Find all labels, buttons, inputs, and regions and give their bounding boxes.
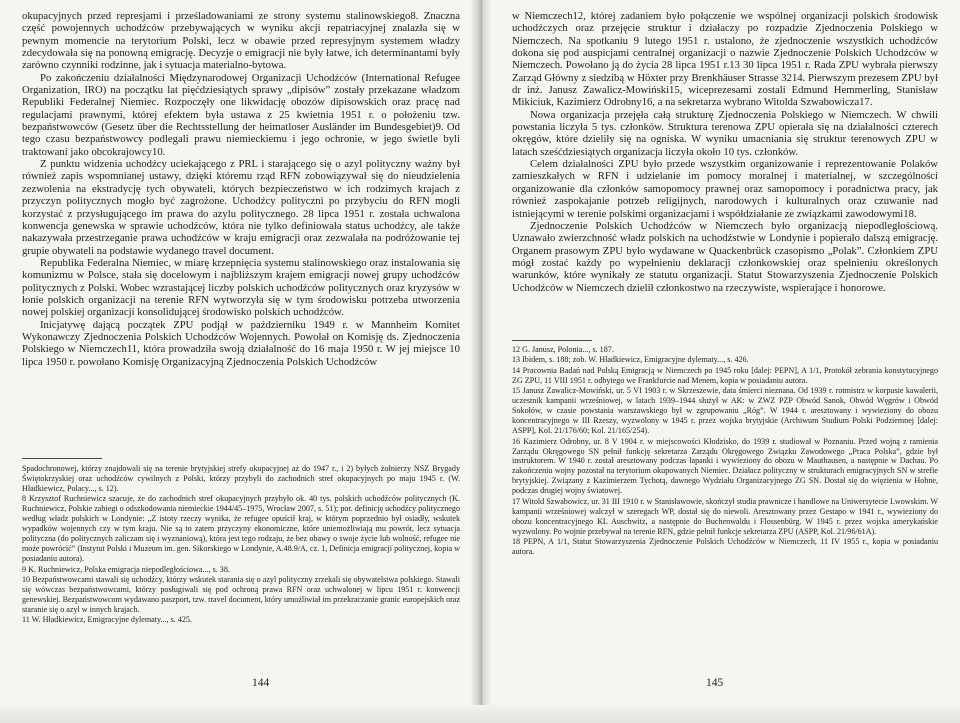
- left-page-number: 144: [252, 677, 270, 689]
- left-paragraph-2: Po zakończeniu działalności Międzynarodowej Organizacji Uchodźców (International Refugee Organization, IRO) na początku lat pięćdziesiątych sprawy „dipisów” zostały przekazane władzom Republiki Federalnej Niemiec. Rozpoczęły one likwidację obozów dipisowskich oraz pracę nad regulacjami prawnymi, której efektem była ustawa z 25 kwietnia 1951 r. o położeniu tzw. bezpaństwowców (Gesetz über die Rechtsstellung der heimatloser Ausländer im Bundesgebiet)9. Od tego czasu bezpaństwowcy podlegali prawu niemieckiemu i jego ochronie, w jego świetle byli traktowani jako obcokrajowcy10.: [22, 71, 460, 158]
- left-paragraph-4: Republika Federalna Niemiec, w miarę krzepnięcia systemu stalinowskiego oraz instalowania się komunizmu w Polsce, stała się docelowym i najbliższym krajem emigracji nowej grupy uchodźców politycznych z Polski. Wobec wzrastającej liczby polskich uchodźców politycznych oraz kryzysów w łonie polskich organizacji na terenie RFN wytworzyła się w tym środowisku potrzeba utworzenia nowej polskiej organizacji konsolidującej środowisko polskich uchodźców.: [22, 256, 460, 319]
- right-paragraph-1: w Niemczech12, której zadaniem było połączenie we wspólnej organizacji polskich środowisk uchodźczych oraz przejęcie struktur i działaczy po rozpadzie Zjednoczenia Polskiego w Niemczech. Na spotkaniu 9 lutego 1951 r. ustalono, że zjednoczenie wszystkich uchodźców dokona się pod auspicjami centralnej organizacji o nazwie Zjednoczenie Polskich Uchodźców w Niemczech. Powołano ją do życia 28 lipca 1951 r.13 30 lipca 1951 r. Rada ZPU wybrała pierwszy Zarząd Główny z siedzibą w Höxter przy Brenkhäuser Strasse 3214. Pierwszym prezesem ZPU był dr inż. Janusz Zawalicz-Mowiński15, wiceprezesami zostali Edmund Hemmerling, Stanisław Mikiciuk, Kazimierz Odrobny16, a na sekretarza wybrano Witolda Szwabowicza17.: [512, 10, 938, 109]
- left-footnote-rule: [22, 458, 102, 459]
- footnote-9: 9 K. Ruchniewicz, Polska emigracja niepodległościowa..., s. 38.: [22, 564, 230, 574]
- right-paragraph-4: Zjednoczenie Polskich Uchodźców w Niemczech było organizacją niepodległościową. Uznawało zwierzchność władz polskich na uchodźstwie w Londynie i popierało dalszą emigrację. Organem prasowym ZPU było wydawane w Quackenbrück czasopismo „Polak”. Członkiem ZPU mógł zostać każdy po wypełnieniu deklaracji członkowskiej oraz spełnieniu określonych warunków, które wynikały ze statutu organizacji. Statut Stowarzyszenia Zjednoczenie Polskich Uchodźców w Niemczech dzielił członkostwo na rzeczywiste, wspierające i honorowe.: [512, 219, 938, 294]
- left-footnotes: [22, 464, 460, 672]
- right-page: [482, 0, 960, 723]
- right-page-number: 145: [706, 677, 724, 689]
- right-main-text: [512, 10, 938, 332]
- left-paragraph-3: Z punktu widzenia uchodźcy uciekającego z PRL i starającego się o azyl polityczny ważny był również zapis wspomnianej ustawy, dzięki któremu rząd RFN zobowiązywał się do nieudzielenia zezwolenia na ekstradycję tych obywateli, których bezpieczeństwo w ich rodzimych krajach z przyczyn politycznych mogło być zagrożone. Uchodźcy polityczni po przybyciu do RFN mogli korzystać z przysługującego im prawa do azylu politycznego. 28 lipca 1951 r. została uchwalona konwencja genewska w sprawie uchodźców, która nie tylko definiowała status uchodźcy, ale także nakazywała przestrzeganie prawa uchodźców w kraju emigracji oraz zezwalała na podróżowanie tej grupie obywateli na podstawie wydanego travel document.: [22, 158, 460, 257]
- footnote-17: 17 Witold Szwabowicz, ur. 31 III 1910 r. w Stanisławowie, skończył studia prawnicze i handlowe na Uniwersytecie Lwowskim. W kampanii wrześniowej walczył w szeregach WP, dostał się do niewoli. Aresztowany przez Gestapo w 1941 r., wywieziony do obozu koncentracyjnego KL Auschwitz, a następnie do Buchenwaldu i Flossenbürg. W 1945 r. przez wojska amerykańskie wyzwolony. Po wojnie przebywał na terenie RFN, gdzie pełnił funkcje sekretarza ZPU (ASPP, Kol. 21/96/61A).: [512, 496, 938, 536]
- left-main-text: [22, 10, 460, 442]
- footnote-14: 14 Pracownia Badań nad Polską Emigracją w Niemczech po 1945 roku [dalej: PEPN], A 1/1, Protokół zebrania konstytucyjnego ZG ZPU, 11 VIII 1951 r. odbytego we Frankfurcie nad Menem, kopia w posiadaniu autora.: [512, 365, 938, 385]
- left-paragraph-1: okupacyjnych przed represjami i prześladowaniami ze strony systemu stalinowskiego8. Znaczna część powojennych uchodźców przebywających w wyniku akcji repatriacyjnej znalazła się w pewnym momencie na terytorium Polski, lecz w obawie przed represyjnym systemem władzy zdecydowała się na ponowną emigrację. Decyzje o emigracji nie były łatwe, ich determinantami były zarówno czynniki rodzinne, jak i sytuacja materialno-bytowa.: [22, 10, 460, 72]
- right-footnote-rule: [512, 340, 592, 341]
- footnote-13: 13 Ibidem, s. 188; zob. W. Hładkiewicz, Emigracyjne dylematy..., s. 426.: [512, 355, 749, 365]
- book-gutter-shadow: [470, 0, 492, 723]
- right-paragraph-3: Celem działalności ZPU było przede wszystkim organizowanie i reprezentowanie Polaków zamieszkałych w RFN i udzielanie im pomocy moralnej i materialnej, w szczególności organizowanie dla członków samopomocy prawnej oraz samopomocy i poradnictwa pracy, jak również zaspokajanie potrzeb religijnych, narodowych i kulturalnych oraz czuwanie nad istniejącymi w terenie polskimi organizacjami i współdziałanie ze związkami zawodowymi18.: [512, 158, 938, 220]
- right-footnotes: [512, 345, 938, 623]
- footnote-16: 16 Kazimierz Odrobny, ur. 8 V 1904 r. w miejscowości Kłodzisko, do 1939 r. studiował w Poznaniu. Przed wojną z ramienia Zarządu Okręgowego SN pełnił funkcję sekretarza Zarządu Okręgowego Związku Zawodowego „Praca Polska”, gdzie był instruktorem. W 1940 r. został aresztowany podczas łapanki i wywieziony do obozu w Mauthausen, a następnie w Dachau. Po zakończeniu wojny pozostał na terytorium okupowanych Niemiec. Działacz polityczny w strukturach emigracyjnych SN w strefie brytyjskiej. Związany z Kazimierzem Tychotą, dawnego Wydziału Organizacyjnego ZG SN. Dostał się do więzienia w Hohne, podczas drugiej wojny światowej.: [512, 436, 938, 496]
- footnote-11: 11 W. Hładkiewicz, Emigracyjne dylematy..., s. 425.: [22, 615, 193, 625]
- page-bottom-edge: [0, 705, 960, 723]
- footnote-12: 12 G. Janusz, Polonia..., s. 187.: [512, 345, 614, 354]
- left-footnote-continued: Spadochronowej, którzy znajdowali się na terenie brytyjskiej strefy okupacyjnej aż do 1947 r., i 2) byłych żołnierzy NSZ Brygady Świętokrzyskiej oraz uchodźców cywilnych z Polski, którzy przybyli do zachodnich stref okupacyjnych po maju 1945 r. (W. Hładkiewicz, Polacy..., s. 12).: [22, 464, 460, 493]
- footnote-10: 10 Bezpaństwowcami stawali się uchodźcy, którzy wskutek starania się o azyl polityczny zrzekali się obywatelstwa polskiego. Stawali się wówczas bezpaństwowcami, którzy posługiwali się pod ochroną prawa RFN oraz uchwalonej w lipcu 1951 r. konwencji genewskiej. Bezpaństwowcom wydawano paszport, tzw. travel document, który umożliwiał im przekraczanie granic europejskich oraz staranie się o azyl w innych krajach.: [22, 574, 460, 614]
- footnote-15: 15 Janusz Zawalicz-Mowiński, ur. 5 VI 1903 r. w Skrzeszewie, data śmierci nieznana. Od 1939 r. rotmistrz w korpusie kawalerii, uczestnik kampanii wrześniowej, w latach 1939–1944 służył w AK: w ZWZ PZP Obwód Sanok, Obwód Węgrów i Obwód Sokołów, w czasie powstania warszawskiego był w zgrupowaniu „Róg”. W 1944 r. aresztowany i wywieziony do obozu koncentracyjnego w III Rzeszy, wyzwolony w 1945 r. przez wojska brytyjskie (Archiwum Studium Polski Podziemnej [dalej: ASPP], Kol. 21/176/60; Kol. 21/165/254).: [512, 386, 938, 436]
- left-paragraph-5: Inicjatywę dającą początek ZPU podjął w październiku 1949 r. w Mannheim Komitet Wykonawczy Zjednoczenia Polskich Uchodźców Wojennych. Powołał on Komisję ds. Zjednoczenia Polskiego w Niemczech11, która prowadziła swoją działalność do 16 maja 1950 r. W jej miejsce 10 lipca 1950 r. powołano Komisję Organizacyjną Zjednoczenia Polskich Uchodźców: [22, 318, 460, 368]
- footnote-18: 18 PEPN, A 1/1, Statut Stowarzyszenia Zjednoczenie Polskich Uchodźców w Niemczech, 11 IV 1955 r., kopia w posiadaniu autora.: [512, 537, 938, 557]
- left-page: [0, 0, 478, 723]
- right-paragraph-2: Nowa organizacja przejęła całą strukturę Zjednoczenia Polskiego w Niemczech. W chwili powstania liczyła 5 tys. członków. Struktura terenowa ZPU opierała się na działalności czterech okręgów, które dzieliły się na ogniska. W wyniku umacniania się struktur terenowych ZPU w latach sześćdziesiątych organizacja liczyła około 10 tys. członków.: [512, 108, 938, 158]
- footnote-8: 8 Krzysztof Ruchniewicz szacuje, że do zachodnich stref okupacyjnych przybyło ok. 40 tys. polskich uchodźców politycznych (K. Ruchniewicz, Polskie zabiegi o odszkodowania niemieckie 1944/45–1975, Wrocław 2007, s. 51); por. definicję uchodźcy politycznego według władz polskich w Londynie: „Z istoty rzeczy wynika, że refugee opuścił kraj, w którym poprzednio był osiadły, wskutek wypadków wojennych czy w tym kraju. Nie są to zatem przyczyny ekonomiczne, które uniemożliwiają mu powrót, lecz sytuacja polityczna (do politycznych zaliczam się i wyznaniową), która jest tego rodzaju, że bez obawy o swoje życie lub wolność, refugee nie może powrócić” (Instytut Polski i Muzeum im. gen. Sikorskiego w Londynie, A.48.9/A, cz. 1, Definicja emigracji politycznej, kopia w posiadaniu autora).: [22, 494, 460, 564]
